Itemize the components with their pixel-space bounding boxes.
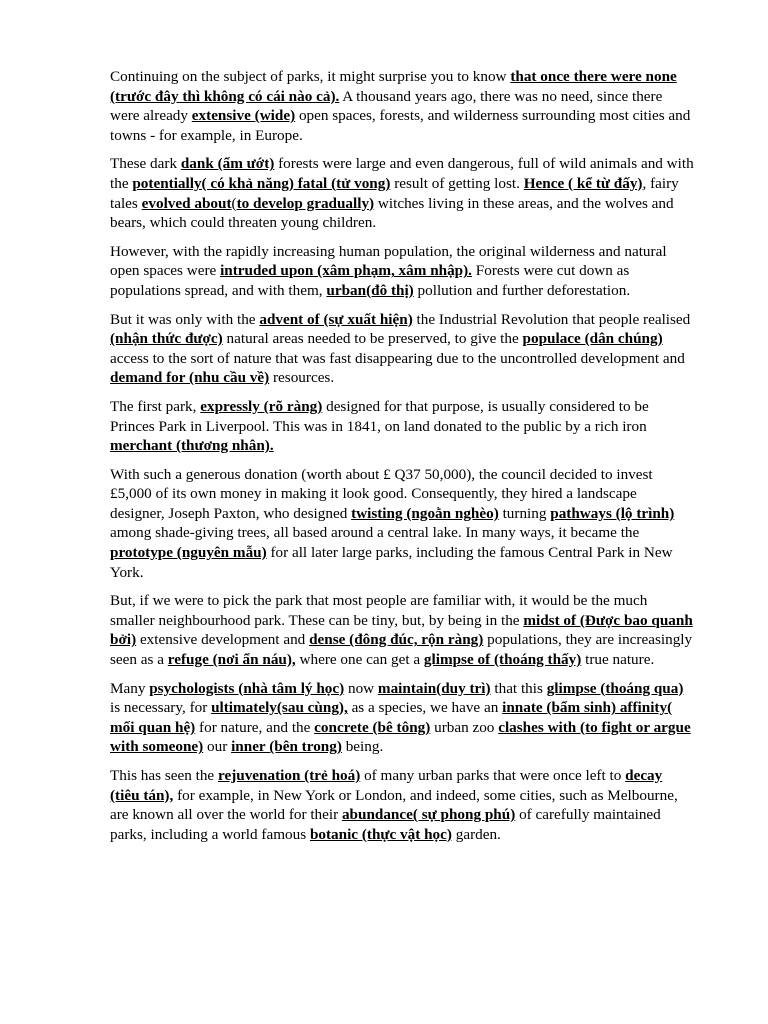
body-text: open spaces, forests, and wilderness surrounding most cities and towns - for example, in Europe. xyxy=(110,107,691,144)
body-text: These dark xyxy=(110,155,181,173)
vocab-term: refuge (nơi ẩn náu), xyxy=(167,651,296,669)
vocab-term: potentially( có khả năng) fatal (tử vong) xyxy=(132,174,391,192)
vocab-term: populace (dân chúng) xyxy=(522,330,663,348)
vocab-term: concrete (bê tông) xyxy=(314,718,431,736)
body-text: Continuing on the subject of parks, it might surprise you to know xyxy=(110,68,511,85)
body-text: The first park, xyxy=(110,397,201,415)
paragraph-9 xyxy=(110,766,694,844)
body-text: urban zoo xyxy=(430,718,499,736)
vocab-term: abundance( sự phong phú) xyxy=(341,806,516,824)
body-text: witches living in these areas, and the wolves and bears, which could threaten young children. xyxy=(110,194,674,232)
paragraph-1 xyxy=(110,67,694,145)
body-text: for example, in New York or London, and indeed, some cities, such as Melbourne, are known all over the world for their xyxy=(110,786,678,824)
body-text: This has seen the xyxy=(110,767,218,784)
body-text: But it was only with the xyxy=(110,310,260,328)
body-text: for all later large parks, including the famous Central Park in New York. xyxy=(110,544,673,581)
body-text: With such a generous donation (worth about £ Q37 50,000), the council decided to invest £5,000 of its own money in making it look good. Consequently, they hired a landscape designer, Joseph Paxton, who designed xyxy=(110,465,653,522)
body-text: pollution and further deforestation. xyxy=(413,281,631,299)
vocab-term: prototype (nguyên mẫu) xyxy=(110,544,267,562)
body-text: designed for that purpose, is usually considered to be Princes Park in Liverpool. This was in 1841, on land donated to the public by a rich iron xyxy=(110,397,649,435)
vocab-term: glimpse of (thoáng thấy) xyxy=(423,651,582,669)
body-text: is necessary, for xyxy=(110,699,212,717)
vocab-term: demand for (nhu cầu về) xyxy=(110,369,270,387)
body-text: Forests were cut down as populations spread, and with them, xyxy=(110,262,630,299)
body-text: access to the sort of nature that was fast disappearing due to the uncontrolled development and xyxy=(110,349,685,367)
vocab-term: clashes with (to fight or argue with someone) xyxy=(110,718,691,756)
body-text: being. xyxy=(341,738,384,756)
body-text: populations, they are increasingly seen as a xyxy=(110,631,693,669)
body-text: that this xyxy=(490,679,547,697)
vocab-term: urban(đô thị) xyxy=(326,281,414,299)
vocab-term: glimpse (thoáng qua) xyxy=(546,679,684,697)
vocab-term: innate (bẩm sinh) affinity( mối quan hệ) xyxy=(110,699,673,736)
vocab-term: psychologists (nhà tâm lý học) xyxy=(149,679,345,697)
body-text: resources. xyxy=(269,369,335,387)
body-text: Many xyxy=(110,679,150,697)
vocab-term: extensive (wide) xyxy=(191,107,296,125)
vocab-term: merchant (thương nhân). xyxy=(110,437,274,455)
body-text: result of getting lost. xyxy=(390,174,524,192)
paragraph-5 xyxy=(110,397,694,456)
vocab-term: expressly (rõ ràng) xyxy=(200,397,323,415)
body-text: our xyxy=(203,738,232,756)
vocab-term: midst of (Được bao quanh bởi) xyxy=(110,611,693,649)
vocab-term: Hence ( kể từ đấy) xyxy=(523,174,643,192)
vocab-term: twisting (ngoằn nghèo) xyxy=(351,504,499,522)
paragraph-8 xyxy=(110,679,694,757)
vocab-term: evolved about xyxy=(141,194,232,212)
body-text: turning xyxy=(498,504,551,522)
vocab-term: decay (tiêu tán), xyxy=(110,767,663,804)
body-text: true nature. xyxy=(581,651,655,669)
body-text: But, if we were to pick the park that most people are familiar with, it would be the much smaller neighbourhood park. These can be tiny, but, by being in the xyxy=(110,592,648,629)
vocab-term: intruded upon (xâm phạm, xâm nhập). xyxy=(220,262,472,280)
body-text: of carefully maintained parks, including a world famous xyxy=(110,806,661,843)
vocab-term: that once there were none (trước đây thì không có cái nào cả). xyxy=(110,68,677,105)
paragraph-7 xyxy=(110,591,694,669)
body-text: where one can get a xyxy=(295,651,424,669)
vocab-term: maintain(duy trì) xyxy=(377,679,491,697)
vocab-term: rejuvenation (trẻ hoá) xyxy=(217,767,361,784)
body-text: However, with the rapidly increasing human population, the original wilderness and natural open spaces were xyxy=(110,242,667,280)
vocab-term: ultimately(sau cùng), xyxy=(211,699,348,717)
paragraph-3 xyxy=(110,242,694,301)
vocab-term: to develop gradually) xyxy=(236,194,375,212)
paragraph-2 xyxy=(110,154,694,232)
vocab-term: (nhận thức được) xyxy=(110,330,223,348)
body-text: A thousand years ago, there was no need, since there were already xyxy=(110,87,663,125)
body-text: of many urban parks that were once left to xyxy=(360,767,626,784)
body-text: the Industrial Revolution that people realised xyxy=(412,310,691,328)
document-page xyxy=(110,67,694,853)
vocab-term: dense (đông đúc, rộn ràng) xyxy=(309,631,484,649)
body-text: natural areas needed to be preserved, to give the xyxy=(222,330,523,348)
vocab-term: botanic (thực vật học) xyxy=(309,825,452,843)
paragraph-4 xyxy=(110,310,694,388)
vocab-term: dank (ẩm ướt) xyxy=(180,155,275,173)
body-text: for nature, and the xyxy=(195,718,315,736)
body-text: extensive development and xyxy=(136,631,310,649)
vocab-term: inner (bên trong) xyxy=(231,738,342,756)
body-text: now xyxy=(344,679,378,697)
body-text: as a species, we have an xyxy=(347,699,503,717)
body-text: forests were large and even dangerous, full of wild animals and with the xyxy=(110,155,694,192)
body-text: among shade-giving trees, all based around a central lake. In many ways, it became the xyxy=(110,524,640,542)
vocab-term: advent of (sự xuất hiện) xyxy=(259,310,413,328)
paragraph-6 xyxy=(110,465,694,583)
body-text: , fairy tales xyxy=(110,174,679,212)
body-text: ( xyxy=(231,194,237,212)
body-text: garden. xyxy=(451,825,501,843)
vocab-term: pathways (lộ trình) xyxy=(550,504,675,522)
